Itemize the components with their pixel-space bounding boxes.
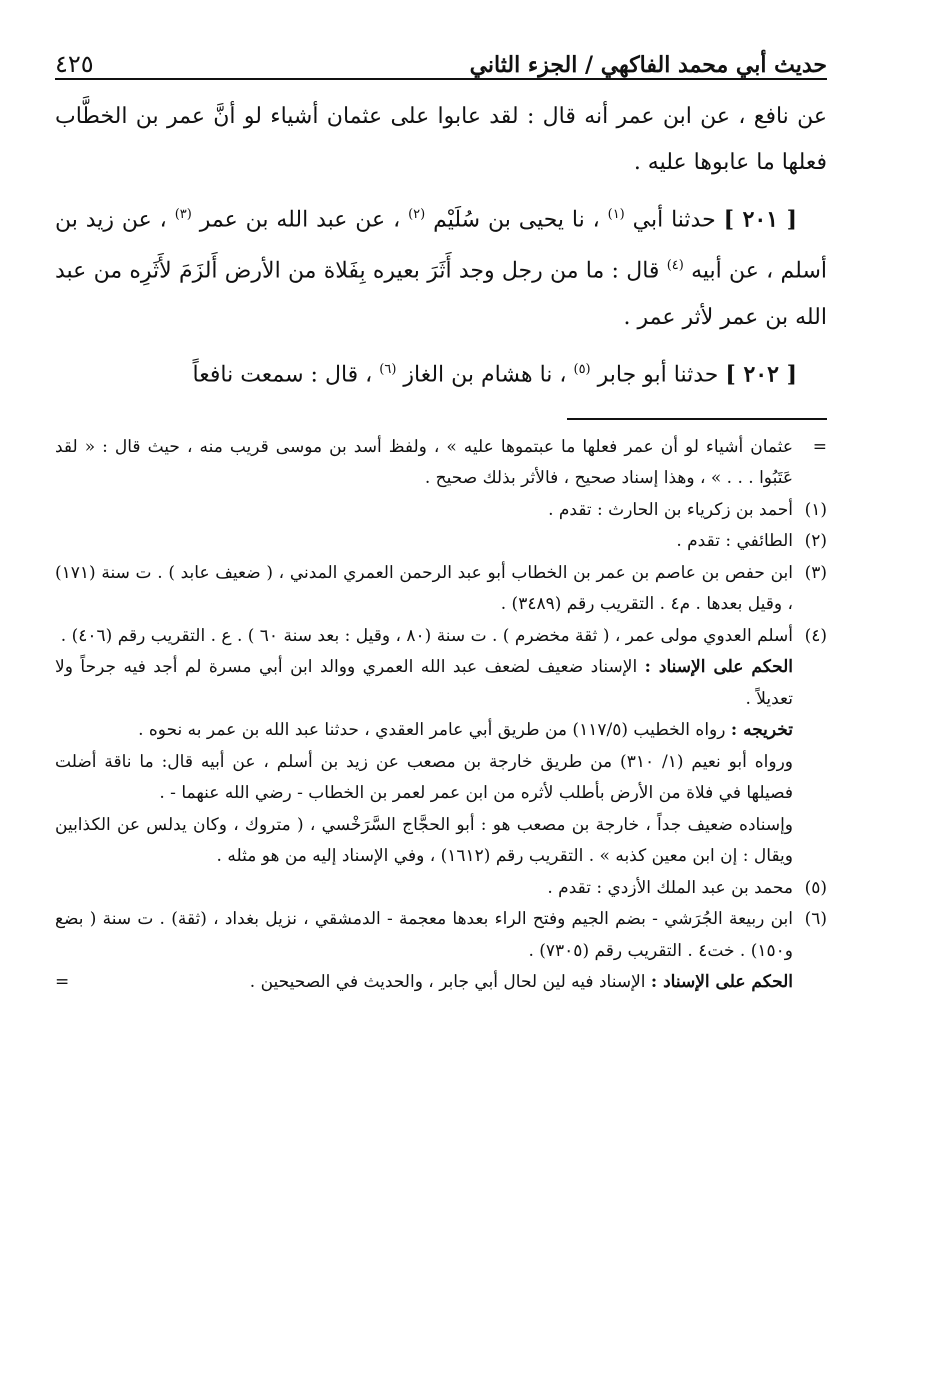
paragraph-nafi: عن نافع ، عن ابن عمر أنه قال : لقد عابوا على عثمان أشياء لو أنَّ عمر بن الخطَّاب فعلها ما عابوها عليه . [55,104,827,175]
footnote-ref: (٤) [666,258,684,274]
hadith-202 [55,347,827,398]
footnote-ref: (٢) [408,207,426,222]
footnote-ref: (٦) [379,361,397,377]
footnote-2: (٢) الطائفي : تقدم . [55,526,827,558]
hadith-text: حدثنا أبي [632,207,716,233]
continuation-mark: = [812,436,827,457]
takhrij: تخريجه : رواه الخطيب (١١٧/٥) من طريق أبي عامر العقدي ، حدثنا عبد الله بن عمر به نحوه . [138,720,793,741]
footnote-3: (٣) ابن حفص بن عاصم بن عمر بن الخطاب أبو عبد الرحمن العمري المدني ، ( ضعيف عابد ) . ت سنة (١٧١) ، وقيل بعدها . م٤ . التقريب رقم (٣٤٨٩) . [55,558,827,621]
running-header [55,34,827,80]
isnad-weak-note: وإسناده ضعيف جداً ، خارجة بن مصعب هو : أبو الحجَّاج السَّرَخْسي ، ( متروك ، وكان يدلس عن الكذابين ويقال : إن ابن معين كذبه » . التقريب رقم (١٦١٢) ، وفي الإسناد إليه من هو مثله . [55,814,793,867]
footnote-continuation: = عثمان أشياء لو أن عمر فعلها ما عبتموها عليه » ، ولفظ أسد بن موسى قريب منه ، حيث قال : « لقد عَتَبُوا . . . » ، وهذا إسناد صحيح ، فالأثر بذلك صحيح . [55,432,827,495]
abu-nuaym-note: ورواه أبو نعيم (١/ ٣١٠) من طريق خارجة بن مصعب عن زيد بن أسلم ، عن أبيه قال: ما ناقة أضلت فصيلها في فلاة من الأرض بأطلب لأثره من ابن عمر لعمر بن الخطاب - رضي الله عنهما - . [55,751,794,804]
isnad-ruling: الحكم على الإسناد : الإسناد ضعيف لضعف عبد الله العمري ووالد ابن أبي مسرة لم أجد فيه جرحاً ولا تعديلاً . [55,657,793,709]
footnote-number: (٢) [804,531,827,552]
footnote-ref: (٥) [573,361,591,377]
footnote-1: (١) أحمد بن زكرياء بن الحارث : تقدم . [55,495,827,527]
takhrij-label: تخريجه : [730,720,793,741]
footnote-number: (٥) [804,877,827,898]
hadith-text: ، نا يحيى بن سُلَيْم [433,207,600,233]
hadith-text: ، قال : سمعت نافعاً [192,361,373,387]
hadith-text: ، نا هشام بن الغاز [403,361,567,387]
main-text [55,94,827,398]
footnote-ref: (٣) [174,207,192,222]
hadith-text: ، عن زيد بن أسلم ، عن أبيه [55,207,828,284]
continuation-mark: = [55,972,70,993]
footnote-5: (٥) محمد بن عبد الملك الأزدي : تقدم . [55,873,827,905]
header-title: حديث أبي محمد الفاكهي / الجزء الثاني [469,52,827,78]
footnote-4: (٤) أسلم العدوي مولى عمر ، ( ثقة مخضرم ) . ت سنة (٨٠ ، وقيل : بعد سنة ٦٠ ) . ع . التقريب رقم (٤٠٦) . [55,621,827,653]
footnotes [55,432,827,999]
footnote-number: (١) [804,499,827,520]
footnote-number: (٤) [804,625,827,646]
page-number: ٤٢٥ [55,50,94,78]
hadith-text: حدثنا أبو جابر [597,361,719,387]
footnote-ref: (١) [607,207,625,222]
hadith-number: [ ٢٠٢ ] [725,360,797,387]
ruling-label: الحكم على الإسناد : [644,657,793,678]
hadith-201 [55,192,827,341]
hadith-text: ، عن عبد الله بن عمر [199,207,401,233]
book-page [55,34,827,999]
ruling-label: الحكم على الإسناد : [650,972,793,993]
footnote-6: (٦) ابن ربيعة الجُرَشي - بضم الجيم وفتح الراء بعدها معجمة - الدمشقي ، نزيل بغداد ، (ثقة) . ت سنة ( بضع و١٥٠) . خت٤ . التقريب رقم (٧٣٠٥) . [55,904,827,967]
footnote-number: (٦) [804,909,827,930]
footnote-divider [567,418,827,420]
isnad-ruling-2: الحكم على الإسناد : الإسناد فيه لين لحال أبي جابر ، والحديث في الصحيحين . = [55,967,827,999]
hadith-number: [ ٢٠١ ] [723,206,797,233]
hadith-text: قال : ما من رجل وجد أَثَرَ بعيره بِفَلاة من الأرض أَلزَمَ لأَثَرِه من عبد الله بن عمر لأثر عمر . [55,258,827,330]
footnote-number: (٣) [804,562,827,583]
